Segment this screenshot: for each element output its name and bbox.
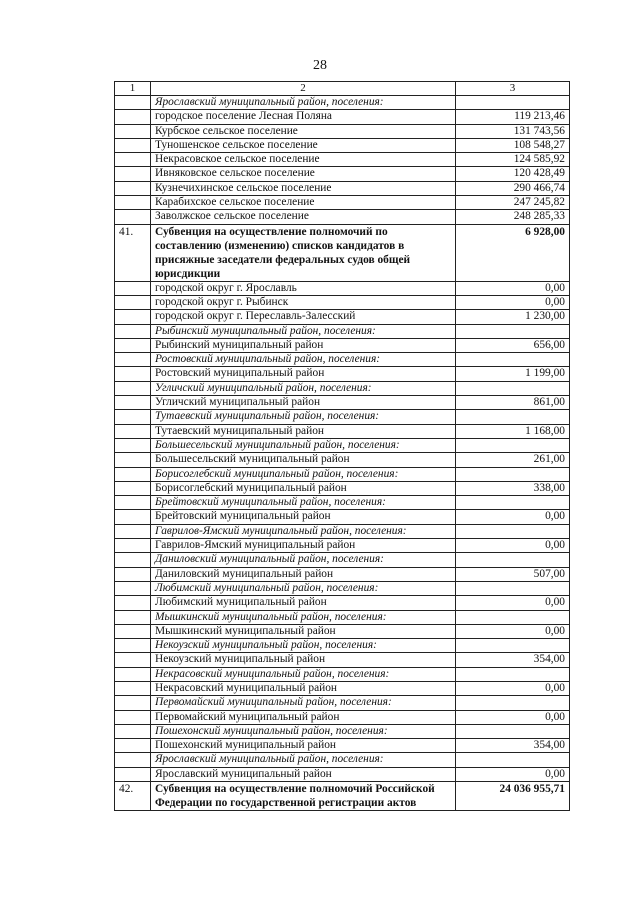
row-value: 354,00 xyxy=(456,739,570,753)
row-value: 0,00 xyxy=(456,767,570,781)
column-header-3: 3 xyxy=(456,82,570,96)
group-header-row xyxy=(115,667,570,681)
row-value: 124 585,92 xyxy=(456,153,570,167)
row-label: Первомайский муниципальный район, поселения: xyxy=(151,696,456,710)
row-number-cell xyxy=(115,681,151,695)
row-label: Даниловский муниципальный район, поселения: xyxy=(151,553,456,567)
group-header-row xyxy=(115,753,570,767)
row-value: 507,00 xyxy=(456,567,570,581)
table-row xyxy=(115,710,570,724)
group-header-row xyxy=(115,524,570,538)
row-value xyxy=(456,753,570,767)
table-row xyxy=(115,653,570,667)
row-value xyxy=(456,724,570,738)
row-value: 108 548,27 xyxy=(456,138,570,152)
row-number-cell xyxy=(115,310,151,324)
row-value: 247 245,82 xyxy=(456,196,570,210)
table-row xyxy=(115,153,570,167)
row-number-cell xyxy=(115,124,151,138)
row-number-cell xyxy=(115,196,151,210)
row-label: Карабихское сельское поселение xyxy=(151,196,456,210)
row-value: 0,00 xyxy=(456,596,570,610)
row-number-cell xyxy=(115,524,151,538)
row-value: 338,00 xyxy=(456,481,570,495)
section-row xyxy=(115,782,570,811)
table-row xyxy=(115,138,570,152)
table-row xyxy=(115,396,570,410)
row-label: Ярославский муниципальный район, поселения: xyxy=(151,96,456,110)
row-value: 0,00 xyxy=(456,281,570,295)
table-row xyxy=(115,310,570,324)
row-number-cell xyxy=(115,667,151,681)
row-value: 120 428,49 xyxy=(456,167,570,181)
section-title: Субвенция на осуществление полномочий Российской Федерации по государственной регистрации актов xyxy=(151,782,456,811)
page-number: 28 xyxy=(313,58,327,73)
row-value xyxy=(456,553,570,567)
row-number-cell xyxy=(115,567,151,581)
row-value xyxy=(456,410,570,424)
group-header-row xyxy=(115,96,570,110)
row-value xyxy=(456,639,570,653)
row-value: 1 168,00 xyxy=(456,424,570,438)
row-value xyxy=(456,324,570,338)
row-label: Ростовский муниципальный район, поселения: xyxy=(151,353,456,367)
subvention-table xyxy=(114,81,570,811)
column-header-row xyxy=(115,82,570,96)
row-number-cell xyxy=(115,553,151,567)
group-header-row xyxy=(115,410,570,424)
row-number-cell xyxy=(115,453,151,467)
row-number-cell xyxy=(115,467,151,481)
row-value xyxy=(456,381,570,395)
row-value xyxy=(456,524,570,538)
group-header-row xyxy=(115,610,570,624)
row-number-cell xyxy=(115,381,151,395)
row-value xyxy=(456,467,570,481)
row-label: Некоузский муниципальный район, поселения: xyxy=(151,639,456,653)
row-value: 861,00 xyxy=(456,396,570,410)
row-number-cell xyxy=(115,424,151,438)
row-value: 0,00 xyxy=(456,295,570,309)
row-value xyxy=(456,667,570,681)
row-label: Курбское сельское поселение xyxy=(151,124,456,138)
group-header-row xyxy=(115,581,570,595)
row-number-cell xyxy=(115,510,151,524)
row-label: городской округ г. Рыбинск xyxy=(151,295,456,309)
row-label: Ярославский муниципальный район, поселения: xyxy=(151,753,456,767)
table-row xyxy=(115,167,570,181)
table-row xyxy=(115,453,570,467)
row-label: Ивняковское сельское поселение xyxy=(151,167,456,181)
table-row xyxy=(115,338,570,352)
row-label: Большесельский муниципальный район xyxy=(151,453,456,467)
row-number-cell xyxy=(115,481,151,495)
row-label: городское поселение Лесная Поляна xyxy=(151,110,456,124)
row-label: Любимский муниципальный район, поселения: xyxy=(151,581,456,595)
row-value: 656,00 xyxy=(456,338,570,352)
row-number-cell xyxy=(115,438,151,452)
group-header-row xyxy=(115,381,570,395)
table-row xyxy=(115,510,570,524)
row-number-cell xyxy=(115,96,151,110)
section-total: 24 036 955,71 xyxy=(456,782,570,811)
table-row xyxy=(115,196,570,210)
row-label: Угличский муниципальный район xyxy=(151,396,456,410)
row-value xyxy=(456,496,570,510)
row-value: 0,00 xyxy=(456,539,570,553)
row-label: Борисоглебский муниципальный район xyxy=(151,481,456,495)
section-number: 42. xyxy=(115,782,151,811)
row-number-cell xyxy=(115,410,151,424)
group-header-row xyxy=(115,324,570,338)
row-number-cell xyxy=(115,153,151,167)
row-value: 290 466,74 xyxy=(456,181,570,195)
table-row xyxy=(115,767,570,781)
group-header-row xyxy=(115,353,570,367)
row-label: Первомайский муниципальный район xyxy=(151,710,456,724)
row-number-cell xyxy=(115,181,151,195)
row-number-cell xyxy=(115,324,151,338)
column-header-1: 1 xyxy=(115,82,151,96)
row-number-cell xyxy=(115,496,151,510)
table-row xyxy=(115,681,570,695)
table-row xyxy=(115,210,570,224)
row-value: 248 285,33 xyxy=(456,210,570,224)
row-label: Большесельский муниципальный район, поселения: xyxy=(151,438,456,452)
table-row xyxy=(115,295,570,309)
group-header-row xyxy=(115,467,570,481)
row-label: Мышкинский муниципальный район xyxy=(151,624,456,638)
row-label: Некоузский муниципальный район xyxy=(151,653,456,667)
row-value xyxy=(456,581,570,595)
row-value: 0,00 xyxy=(456,624,570,638)
table-row xyxy=(115,596,570,610)
group-header-row xyxy=(115,639,570,653)
row-number-cell xyxy=(115,167,151,181)
table-row xyxy=(115,739,570,753)
row-label: Гаврилов-Ямский муниципальный район xyxy=(151,539,456,553)
table-row xyxy=(115,424,570,438)
row-value: 354,00 xyxy=(456,653,570,667)
row-value: 119 213,46 xyxy=(456,110,570,124)
row-value: 0,00 xyxy=(456,710,570,724)
row-number-cell xyxy=(115,739,151,753)
row-number-cell xyxy=(115,353,151,367)
table-row xyxy=(115,567,570,581)
row-number-cell xyxy=(115,110,151,124)
row-number-cell xyxy=(115,338,151,352)
row-label: городской округ г. Ярославль xyxy=(151,281,456,295)
row-label: Пошехонский муниципальный район xyxy=(151,739,456,753)
table-row xyxy=(115,539,570,553)
row-number-cell xyxy=(115,539,151,553)
row-number-cell xyxy=(115,281,151,295)
row-number-cell xyxy=(115,653,151,667)
table-row xyxy=(115,124,570,138)
row-label: Некрасовский муниципальный район xyxy=(151,681,456,695)
row-number-cell xyxy=(115,295,151,309)
row-number-cell xyxy=(115,724,151,738)
row-label: Мышкинский муниципальный район, поселения: xyxy=(151,610,456,624)
row-label: городской округ г. Переславль-Залесский xyxy=(151,310,456,324)
row-label: Тутаевский муниципальный район, поселения: xyxy=(151,410,456,424)
table-row xyxy=(115,367,570,381)
row-value: 0,00 xyxy=(456,681,570,695)
row-number-cell xyxy=(115,138,151,152)
row-label: Ярославский муниципальный район xyxy=(151,767,456,781)
section-title: Субвенция на осуществление полномочий по составлению (изменению) списков кандидатов в присяжные заседатели федеральных судов общей юрисдикции xyxy=(151,224,456,281)
row-label: Любимский муниципальный район xyxy=(151,596,456,610)
row-label: Пошехонский муниципальный район, поселения: xyxy=(151,724,456,738)
column-header-2: 2 xyxy=(151,82,456,96)
row-label: Заволжское сельское поселение xyxy=(151,210,456,224)
row-label: Даниловский муниципальный район xyxy=(151,567,456,581)
row-number-cell xyxy=(115,581,151,595)
row-value: 0,00 xyxy=(456,510,570,524)
row-label: Борисоглебский муниципальный район, поселения: xyxy=(151,467,456,481)
row-number-cell xyxy=(115,367,151,381)
row-value: 131 743,56 xyxy=(456,124,570,138)
row-label: Брейтовский муниципальный район xyxy=(151,510,456,524)
row-number-cell xyxy=(115,767,151,781)
row-value xyxy=(456,96,570,110)
table-row xyxy=(115,481,570,495)
section-number: 41. xyxy=(115,224,151,281)
section-total: 6 928,00 xyxy=(456,224,570,281)
row-value xyxy=(456,696,570,710)
row-label: Тутаевский муниципальный район xyxy=(151,424,456,438)
row-value: 261,00 xyxy=(456,453,570,467)
row-label: Рыбинский муниципальный район xyxy=(151,338,456,352)
group-header-row xyxy=(115,553,570,567)
group-header-row xyxy=(115,696,570,710)
row-number-cell xyxy=(115,596,151,610)
table-row xyxy=(115,281,570,295)
row-label: Угличский муниципальный район, поселения: xyxy=(151,381,456,395)
row-number-cell xyxy=(115,624,151,638)
row-number-cell xyxy=(115,753,151,767)
row-number-cell xyxy=(115,210,151,224)
row-number-cell xyxy=(115,396,151,410)
section-row xyxy=(115,224,570,281)
group-header-row xyxy=(115,438,570,452)
group-header-row xyxy=(115,724,570,738)
table-row xyxy=(115,181,570,195)
row-label: Некрасовское сельское поселение xyxy=(151,153,456,167)
row-value xyxy=(456,438,570,452)
row-number-cell xyxy=(115,610,151,624)
row-value xyxy=(456,353,570,367)
table-row xyxy=(115,624,570,638)
group-header-row xyxy=(115,496,570,510)
row-label: Гаврилов-Ямский муниципальный район, поселения: xyxy=(151,524,456,538)
row-value xyxy=(456,610,570,624)
row-label: Некрасовский муниципальный район, поселения: xyxy=(151,667,456,681)
row-value: 1 230,00 xyxy=(456,310,570,324)
row-label: Рыбинский муниципальный район, поселения: xyxy=(151,324,456,338)
row-label: Брейтовский муниципальный район, поселения: xyxy=(151,496,456,510)
row-number-cell xyxy=(115,696,151,710)
row-label: Ростовский муниципальный район xyxy=(151,367,456,381)
row-value: 1 199,00 xyxy=(456,367,570,381)
row-label: Кузнечихинское сельское поселение xyxy=(151,181,456,195)
row-label: Туношенское сельское поселение xyxy=(151,138,456,152)
table-row xyxy=(115,110,570,124)
row-number-cell xyxy=(115,639,151,653)
row-number-cell xyxy=(115,710,151,724)
